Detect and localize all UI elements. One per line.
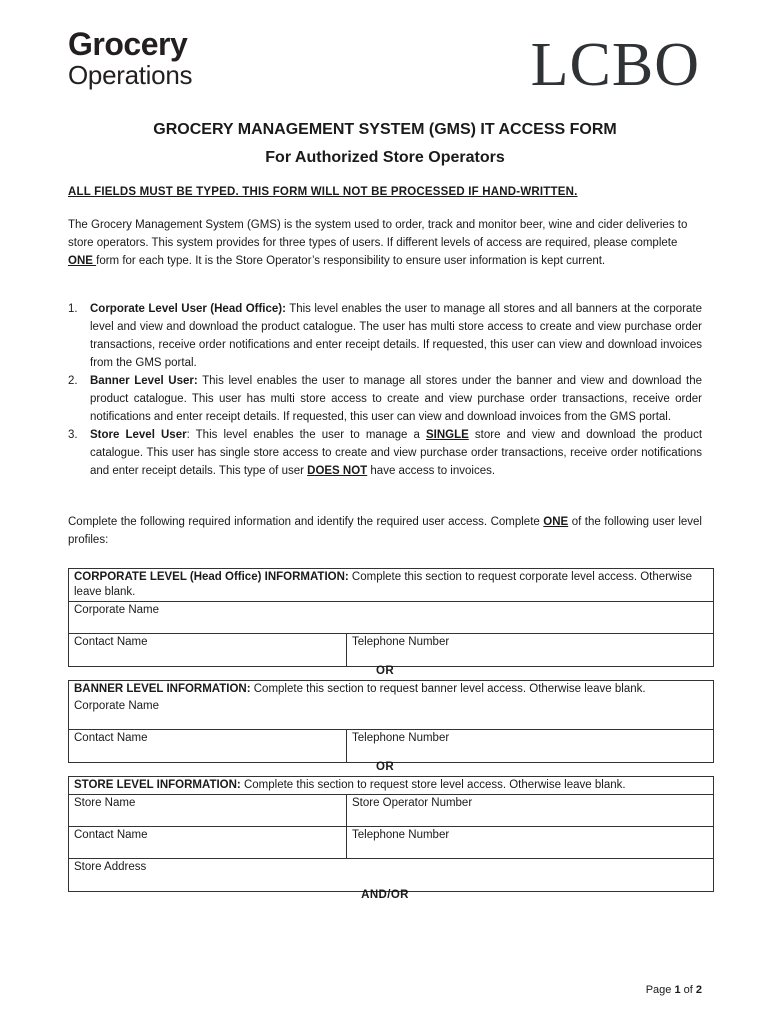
form-title: GROCERY MANAGEMENT SYSTEM (GMS) IT ACCESS FORM <box>153 121 617 138</box>
corporate-level-text: This level enables the user to manage all stores and all banners at the corporate level and view and download the product catalogue. The user has multi store access to create and view purchase order transactions, receive order notifications and enter receipt details. If requested, this user can view and download invoices from the GMS portal. <box>90 303 702 369</box>
page-word: Page <box>645 984 675 996</box>
corporate-section <box>68 568 714 667</box>
banner-telephone-field[interactable]: Telephone Number <box>352 732 450 744</box>
store-name-row <box>69 795 713 827</box>
and-or-separator: AND/OR <box>361 889 409 901</box>
complete-text-1: Complete the following required information and identify the required user access. Complete <box>68 516 544 528</box>
list-number: 1. <box>68 303 78 315</box>
logo-line-operations: Operations <box>68 60 193 90</box>
store-level-text-a: : This level enables the user to manage a <box>186 429 426 441</box>
list-number: 3. <box>68 429 78 441</box>
store-level-text-c: have access to invoices. <box>367 465 496 477</box>
banner-contact-name-field[interactable]: Contact Name <box>69 730 347 762</box>
page-current: 1 <box>674 984 681 996</box>
form-subtitle: For Authorized Store Operators <box>265 149 505 166</box>
store-telephone-field[interactable]: Telephone Number <box>352 829 450 841</box>
corporate-section-header <box>69 569 713 602</box>
banner-section <box>68 680 714 763</box>
corporate-name-field[interactable]: Corporate Name <box>74 604 160 616</box>
or-separator: OR <box>375 665 395 677</box>
store-note: Complete this section to request store level access. Otherwise leave blank. <box>240 779 626 791</box>
typed-warning: ALL FIELDS MUST BE TYPED. THIS FORM WILL NOT BE PROCESSED IF HAND-WRITTEN. <box>68 186 578 198</box>
grocery-operations-logo <box>68 28 192 88</box>
store-section <box>68 776 714 892</box>
corporate-note: Complete this section to request corporate level access. Otherwise leave blank. <box>74 571 692 598</box>
list-number: 2. <box>68 375 78 387</box>
store-operator-number-field[interactable]: Store Operator Number <box>352 797 473 809</box>
banner-corporate-name-row <box>69 698 713 730</box>
intro-text-1: The Grocery Management System (GMS) is the system used to order, track and monitor beer, wine and cider deliveries to store operators. This system provides for three types of users. If different levels of access are required, please complete <box>68 219 688 249</box>
does-not-emphasis: DOES NOT <box>307 465 368 477</box>
store-address-row <box>69 859 713 891</box>
store-level-lead: Store Level User <box>90 429 187 441</box>
corporate-heading: CORPORATE LEVEL (Head Office) INFORMATION: <box>74 571 349 583</box>
complete-text-2: of the following user level profiles: <box>68 516 702 546</box>
store-contact-row <box>69 827 713 859</box>
user-level-list <box>68 300 702 480</box>
banner-contact-row <box>69 730 713 762</box>
logo-line-grocery: Grocery <box>68 26 188 62</box>
page-total: 2 <box>695 984 702 996</box>
banner-level-lead: Banner Level User: <box>90 375 198 387</box>
list-item-banner <box>68 372 702 426</box>
banner-section-header <box>69 681 713 698</box>
store-address-field[interactable]: Store Address <box>74 861 147 873</box>
of-word: of <box>680 984 696 996</box>
store-level-text-b: store and view and download the product catalogue. This user has single store access to create and view purchase order transactions, receive order notifications and enter receipt details. This type of user <box>90 429 703 477</box>
corporate-contact-row <box>69 634 713 666</box>
list-item-store <box>68 426 702 480</box>
or-separator: OR <box>375 761 395 773</box>
page-number <box>646 984 702 996</box>
corporate-telephone-field[interactable]: Telephone Number <box>352 636 450 648</box>
banner-level-text: This level enables the user to manage all stores under the banner and view and download the product catalogue. This user has multi store access to create and view purchase order transactions, receive order notifications and enter receipt details. If requested, this user can view and download invoices from the GMS portal. <box>90 375 703 423</box>
single-emphasis: SINGLE <box>426 429 469 441</box>
store-contact-name-field[interactable]: Contact Name <box>69 827 347 858</box>
intro-emphasis-one: ONE <box>68 255 97 267</box>
store-name-field[interactable]: Store Name <box>69 795 347 826</box>
store-section-header <box>69 777 713 795</box>
store-heading: STORE LEVEL INFORMATION: <box>74 779 241 791</box>
corporate-name-row <box>69 602 713 634</box>
intro-paragraph <box>68 216 702 270</box>
lcbo-logo: LCBO <box>530 31 700 99</box>
complete-emphasis-one: ONE <box>543 516 569 528</box>
banner-note: Complete this section to request banner level access. Otherwise leave blank. <box>250 683 646 695</box>
complete-instructions <box>68 513 702 549</box>
list-item-corporate <box>68 300 702 372</box>
corporate-level-lead: Corporate Level User (Head Office): <box>90 303 286 315</box>
banner-corporate-name-field[interactable]: Corporate Name <box>74 700 160 712</box>
intro-text-2: form for each type. It is the Store Operator’s responsibility to ensure user information is kept current. <box>96 255 606 267</box>
banner-heading: BANNER LEVEL INFORMATION: <box>74 683 251 695</box>
corporate-contact-name-field[interactable]: Contact Name <box>69 634 347 666</box>
